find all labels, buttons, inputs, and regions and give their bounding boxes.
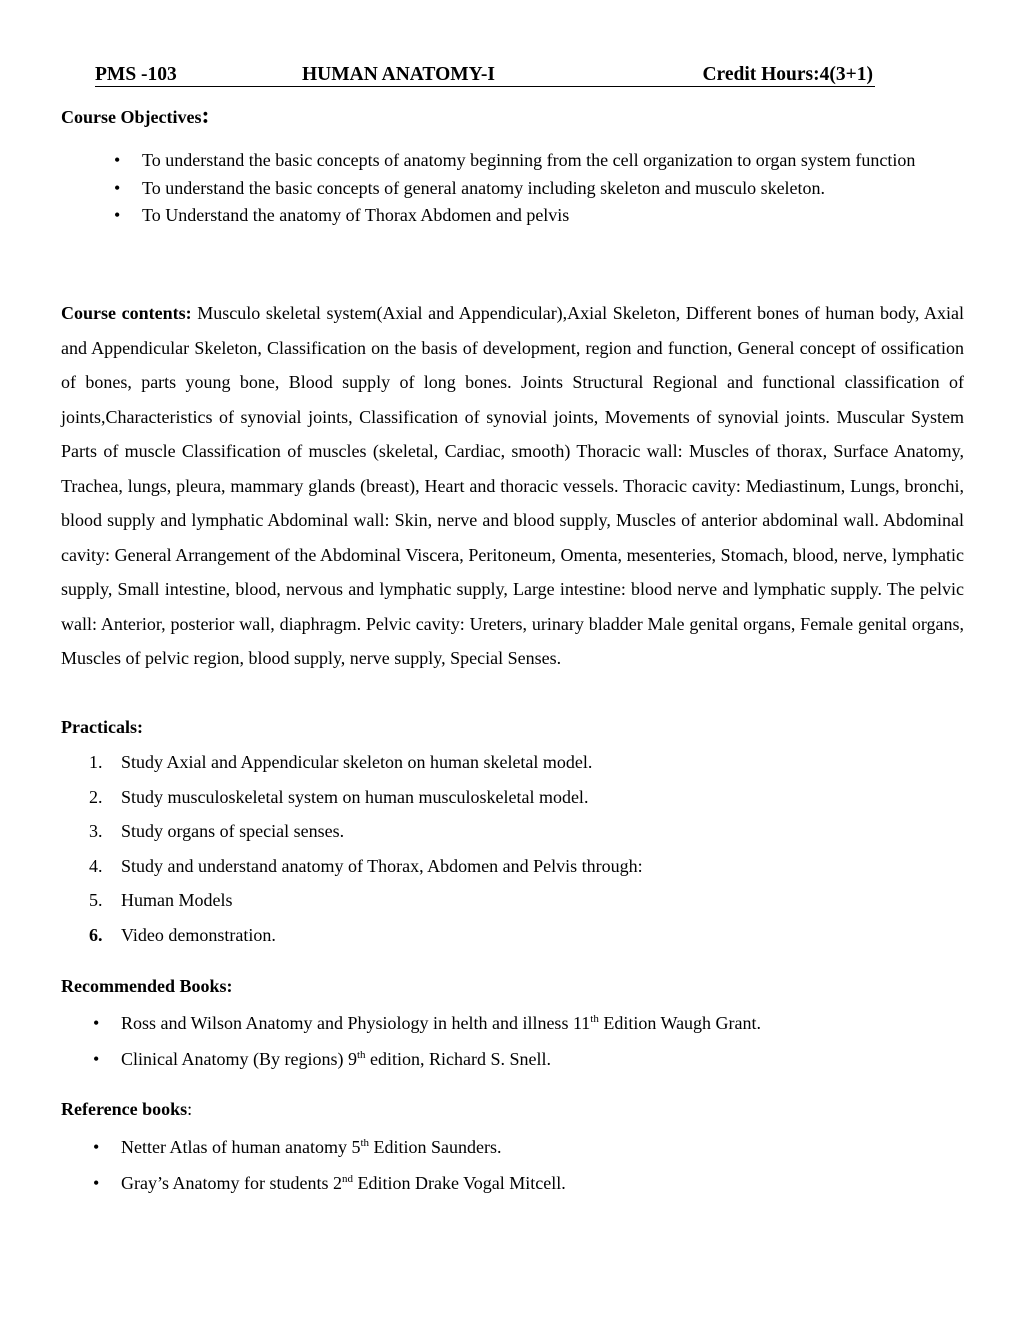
practicals-list (89, 745, 643, 953)
recommended-books-list (121, 1005, 761, 1077)
book-item: • Clinical Anatomy (By regions) 9th edition, Richard S. Snell. (121, 1041, 761, 1077)
objective-item: • To understand the basic concepts of general anatomy including skeleton and musculo skeleton. (142, 175, 964, 202)
book-item: • Gray’s Anatomy for students 2nd Edition Drake Vogal Mitcell. (121, 1165, 566, 1201)
objective-item: • To understand the basic concepts of anatomy beginning from the cell organization to organ system function (142, 147, 964, 174)
practicals-heading: Practicals: (61, 717, 143, 737)
objectives-heading: Course Objectives: (61, 103, 210, 129)
practical-item: 5. Human Models (89, 890, 233, 911)
practical-item: 4. Study and understand anatomy of Thorax, Abdomen and Pelvis through: (89, 855, 643, 876)
reference-books-heading: Reference books: (61, 1099, 193, 1119)
objective-item: • To Understand the anatomy of Thorax Abdomen and pelvis (142, 202, 964, 229)
practical-item: 3. Study organs of special senses. (89, 821, 345, 842)
book-item: • Ross and Wilson Anatomy and Physiology in helth and illness 11th Edition Waugh Grant. (121, 1005, 761, 1041)
course-header (95, 62, 875, 90)
practical-item: 1. Study Axial and Appendicular skeleton on human skeletal model. (89, 752, 593, 772)
contents-text: Musculo skeletal system(Axial and Appendicular),Axial Skeleton, Different bones of human body, Axial and Appendicular Skeleton, Classification on the basis of development, region and function, General concept of ossification of bones, parts young bone, Blood supply of long bones. Joints Structural Regional and functional classification of joints,Characteristics of synovial joints, Classification of synovial joints, Movements of synovial joints. Muscular System Parts of muscle Classification of muscles (skeletal, Cardiac, smooth) Thoracic wall: Muscles of thorax, Surface Anatomy, Trachea, lungs, pleura, mammary glands (breast), Heart and thoracic vessels. Thoracic cavity: Mediastinum, Lungs, bronchi, blood supply and lymphatic Abdominal wall: Skin, nerve and blood supply, Muscles of anterior abdominal wall. Abdominal cavity: General Arrangement of the Abdominal Viscera, Peritoneum, Omenta, mesenteries, Stomach, blood, nerve, lymphatic supply, Small intestine, blood, nervous and lymphatic supply, Large intestine: blood nerve and lymphatic supply. The pelvic wall: Anterior, posterior wall, diaphragm. Pelvic cavity: Ureters, urinary bladder Male genital organs, Female genital organs, Muscles of pelvic region, blood supply, nerve supply, Special Senses. (61, 303, 965, 668)
course-code: PMS -103 (95, 64, 177, 85)
practical-item: 6. Video demonstration. (89, 924, 276, 945)
course-contents (61, 296, 964, 676)
book-item: • Netter Atlas of human anatomy 5th Edition Saunders. (121, 1129, 566, 1165)
header-underline (95, 86, 875, 87)
reference-books-list (121, 1129, 566, 1201)
course-title: HUMAN ANATOMY-I (302, 64, 496, 85)
credit-hours: Credit Hours:4(3+1) (702, 64, 873, 85)
recommended-books-heading: Recommended Books: (61, 976, 233, 996)
contents-label: Course contents: (61, 303, 192, 323)
practical-item: 2. Study musculoskeletal system on human musculoskeletal model. (89, 786, 589, 807)
objectives-list (142, 147, 964, 230)
